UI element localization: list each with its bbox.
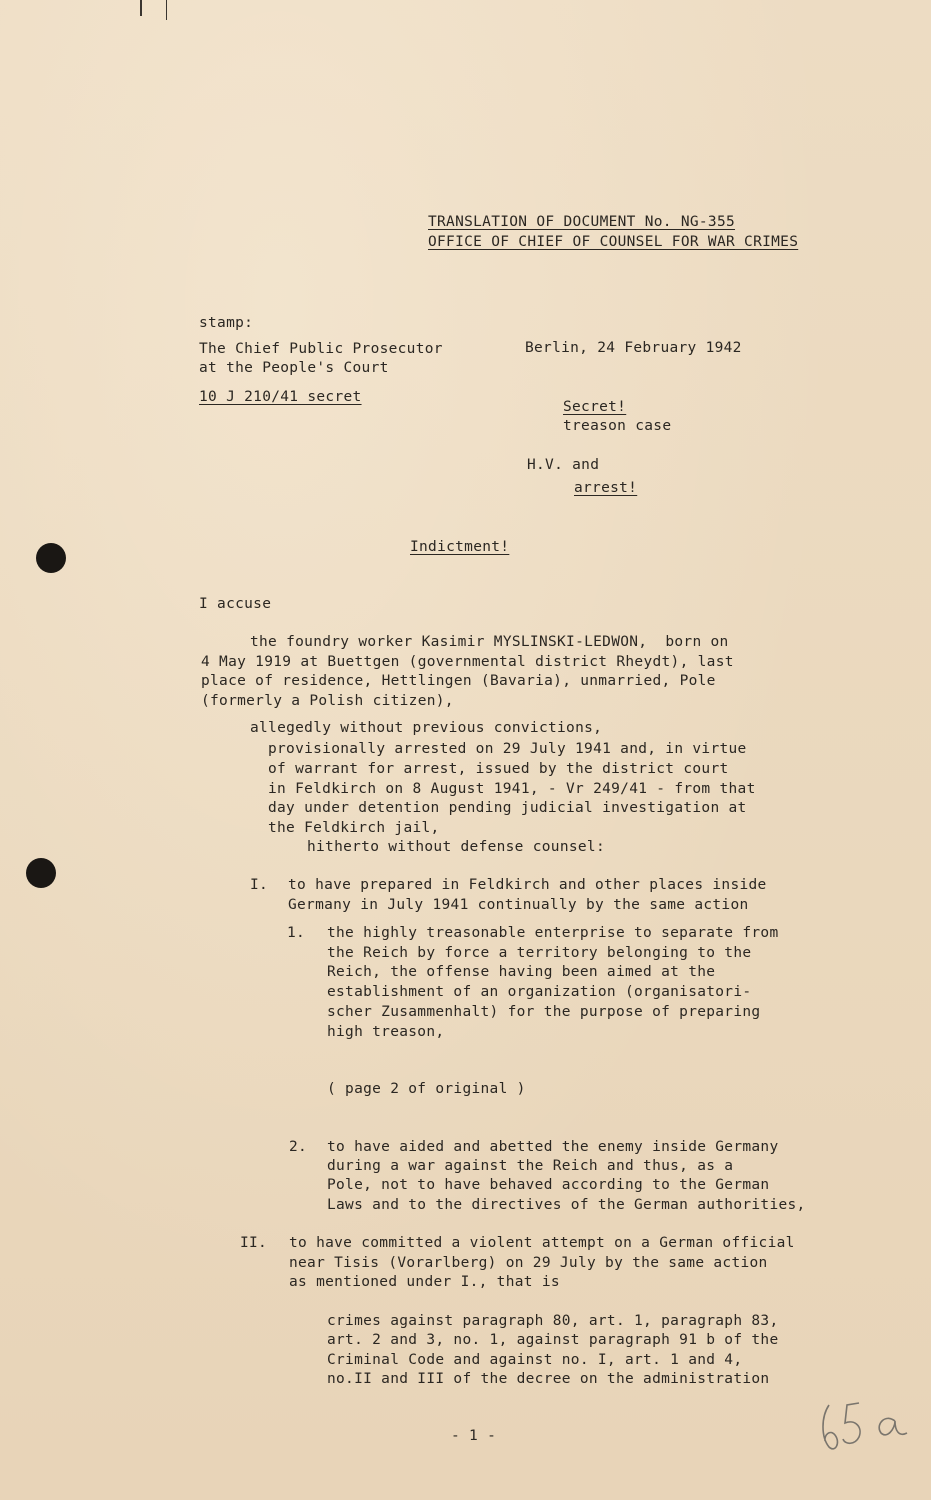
charge-II-numeral: II.: [240, 1235, 268, 1251]
charge-I-item2-line: during a war against the Reich and thus, as a: [327, 1158, 734, 1174]
charge-I-line: to have prepared in Feldkirch and other places inside: [288, 877, 767, 893]
accused-line: 4 May 1919 at Buettgen (governmental district Rheydt), last: [201, 654, 734, 670]
charge-I-item2-line: Laws and to the directives of the German authorities,: [327, 1197, 806, 1213]
charge-I-numeral: I.: [250, 877, 269, 893]
page-note: ( page 2 of original ): [327, 1081, 526, 1097]
charge-II-line: near Tisis (Vorarlberg) on 29 July by the same action: [289, 1255, 768, 1271]
charge-I-item1-line: scher Zusammenhalt) for the purpose of preparing: [327, 1004, 761, 1020]
counsel-line: hitherto without defense counsel:: [307, 839, 605, 855]
accused-line: (formerly a Polish citizen),: [201, 693, 454, 709]
charge-I-item1-line: high treason,: [327, 1024, 445, 1040]
arrest-line: provisionally arrested on 29 July 1941 and, in virtue: [268, 741, 747, 757]
charge-II-line: to have committed a violent attempt on a German official: [289, 1235, 795, 1251]
charge-I-item1-num: 1.: [287, 925, 306, 941]
accused-line: the foundry worker Kasimir MYSLINSKI-LEDWON, born on: [250, 634, 729, 650]
charge-I-item2-line: to have aided and abetted the enemy inside Germany: [327, 1139, 779, 1155]
header-document-number: TRANSLATION OF DOCUMENT No. NG-355: [428, 214, 736, 230]
page-number: - 1 -: [451, 1428, 497, 1444]
classification-arrest: arrest!: [574, 480, 638, 496]
charge-I-item1-line: establishment of an organization (organisatori-: [327, 984, 752, 1000]
header-office: OFFICE OF CHIEF OF COUNSEL FOR WAR CRIMES: [428, 234, 799, 250]
intro-text: I accuse: [199, 596, 272, 612]
punch-hole-bottom: [26, 858, 56, 888]
arrest-line: the Feldkirch jail,: [268, 820, 440, 836]
crimes-line: Criminal Code and against no. I, art. 1 and 4,: [327, 1352, 743, 1368]
place-date: Berlin, 24 February 1942: [525, 340, 742, 356]
charge-I-item2-num: 2.: [289, 1139, 308, 1155]
punch-hole-top: [36, 543, 66, 573]
accused-line: place of residence, Hettlingen (Bavaria), unmarried, Pole: [201, 673, 716, 689]
charge-I-item1-line: the Reich by force a territory belonging to the: [327, 945, 752, 961]
classification-hv: H.V. and: [527, 457, 600, 473]
classification-case: treason case: [563, 418, 672, 434]
crimes-line: art. 2 and 3, no. 1, against paragraph 91 b of the: [327, 1332, 779, 1348]
charge-I-item1-line: the highly treasonable enterprise to separate from: [327, 925, 779, 941]
charge-I-item2-line: Pole, not to have behaved according to the German: [327, 1177, 770, 1193]
classification-secret: Secret!: [563, 399, 627, 415]
arrest-line: in Feldkirch on 8 August 1941, - Vr 249/41 - from that: [268, 781, 756, 797]
margin-tick: [140, 0, 142, 16]
margin-tick: [166, 0, 167, 20]
arrest-line: of warrant for arrest, issued by the district court: [268, 761, 729, 777]
document-title: Indictment!: [410, 539, 510, 555]
convictions-line: allegedly without previous convictions,: [250, 720, 603, 736]
charge-I-line: Germany in July 1941 continually by the same action: [288, 897, 749, 913]
handwritten-note: [815, 1395, 915, 1455]
arrest-line: day under detention pending judicial investigation at: [268, 800, 747, 816]
crimes-line: crimes against paragraph 80, art. 1, paragraph 83,: [327, 1313, 779, 1329]
charge-II-line: as mentioned under I., that is: [289, 1274, 560, 1290]
crimes-line: no.II and III of the decree on the administration: [327, 1371, 770, 1387]
sender-office-line1: The Chief Public Prosecutor: [199, 341, 443, 357]
file-reference: 10 J 210/41 secret: [199, 389, 362, 405]
stamp-label: stamp:: [199, 315, 254, 331]
charge-I-item1-line: Reich, the offense having been aimed at the: [327, 964, 716, 980]
sender-office-line2: at the People's Court: [199, 360, 389, 376]
